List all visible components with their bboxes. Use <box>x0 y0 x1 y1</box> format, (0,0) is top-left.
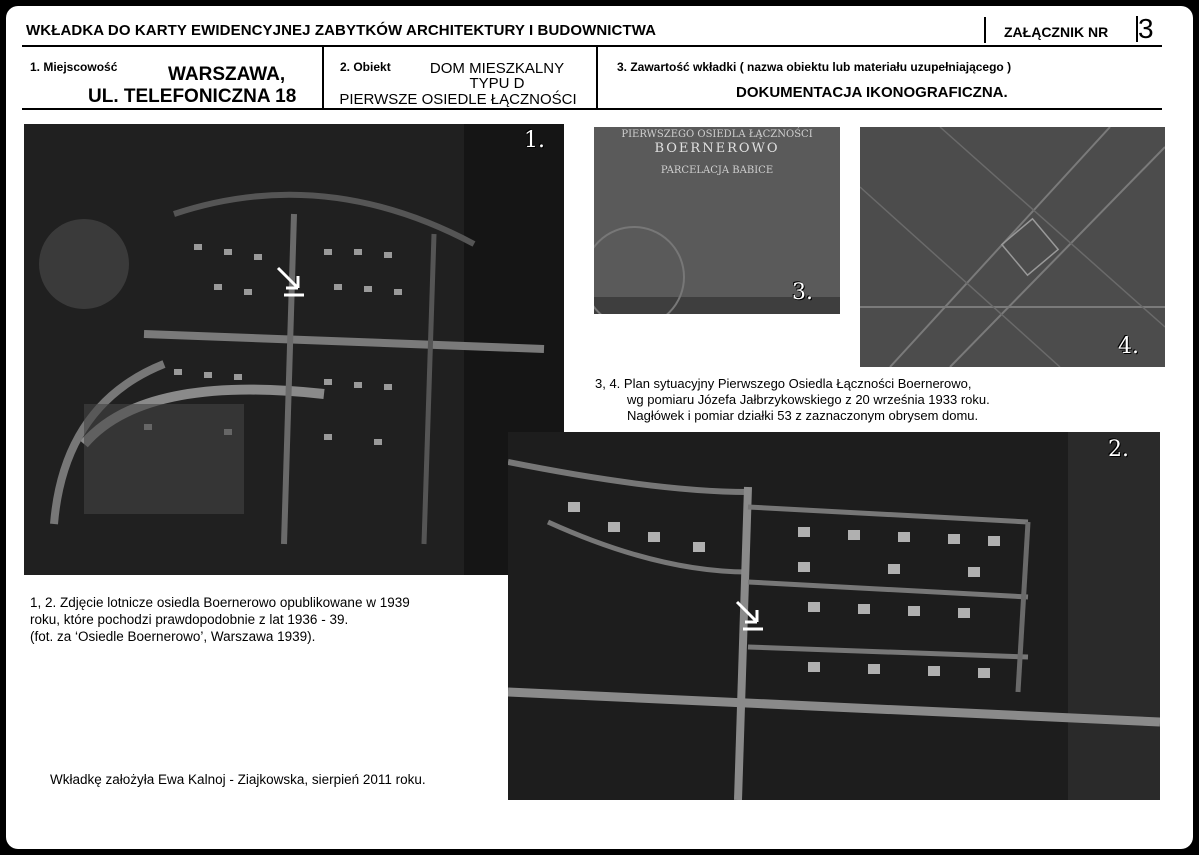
plan-header-text-3: PARCELACJA BABICE <box>660 165 774 176</box>
caption-aerial-line2: roku, które pochodzi prawdopodobnie z lat 1936 - 39. <box>30 612 349 627</box>
plan-header-text-1: PIERWSZEGO OSIEDLA ŁĄCZNOŚCI <box>621 129 813 140</box>
field-separator-1 <box>322 47 324 108</box>
photo-number-2: 2. <box>1108 437 1129 462</box>
attachment-number: 3 <box>1138 13 1154 44</box>
object-line3: PIERWSZE OSIEDLE ŁĄCZNOŚCI <box>339 91 577 108</box>
contents-label: 3. Zawartość wkładki ( nazwa obiektu lub materiału uzupełniającego ) <box>617 60 1012 74</box>
aerial-photo-2 <box>508 432 1160 800</box>
aerial-photo-2-image <box>508 432 1160 800</box>
plan-header-text-2: BOERNEROWO <box>654 141 780 156</box>
caption-plan-line1: 3, 4. Plan sytuacyjny Pierwszego Osiedla Łączności Boernerowo, <box>595 376 972 391</box>
location-label: 1. Miejscowość <box>30 60 118 74</box>
caption-plan-line2: wg pomiaru Józefa Jałbrzykowskiego z 20 września 1933 roku. <box>627 392 990 407</box>
caption-aerial-line3: (fot. za ‘Osiedle Boernerowo’, Warszawa 1939). <box>30 629 316 644</box>
document-title: WKŁADKA DO KARTY EWIDENCYJNEJ ZABYTKÓW ARCHITEKTURY I BUDOWNICTWA <box>26 22 657 39</box>
location-arrow-icon-2 <box>733 598 767 632</box>
location-line2: UL. TELEFONICZNA 18 <box>88 86 297 107</box>
field-separator-2 <box>596 47 598 108</box>
caption-aerial-line1: 1, 2. Zdjęcie lotnicze osiedla Boernerowo opublikowane w 1939 <box>30 595 410 610</box>
plot-map-image <box>860 127 1165 367</box>
attachment-label: ZAŁĄCZNIK NR <box>1004 24 1109 40</box>
aerial-photo-1 <box>24 124 564 575</box>
header-separator <box>984 17 986 43</box>
location-arrow-icon <box>274 264 308 298</box>
plot-map-photo-4 <box>860 127 1165 367</box>
object-line1: DOM MIESZKALNY <box>429 60 565 77</box>
object-label: 2. Obiekt <box>340 60 391 74</box>
photo-number-3: 3. <box>792 280 813 305</box>
contents-value: DOKUMENTACJA IKONOGRAFICZNA. <box>736 84 1008 101</box>
header-rule <box>22 45 1162 47</box>
photo-number-1: 1. <box>524 128 545 153</box>
author-note: Wkładkę założyła Ewa Kalnoj - Ziajkowska, sierpień 2011 roku. <box>50 772 426 787</box>
caption-plan-line3: Nagłówek i pomiar działki 53 z zaznaczonym obrysem domu. <box>627 408 979 423</box>
fields-rule <box>22 108 1162 110</box>
aerial-photo-1-image <box>24 124 564 575</box>
photo-number-4: 4. <box>1118 334 1139 359</box>
object-line2: TYPU D <box>469 75 525 92</box>
location-line1: WARSZAWA, <box>168 64 286 85</box>
